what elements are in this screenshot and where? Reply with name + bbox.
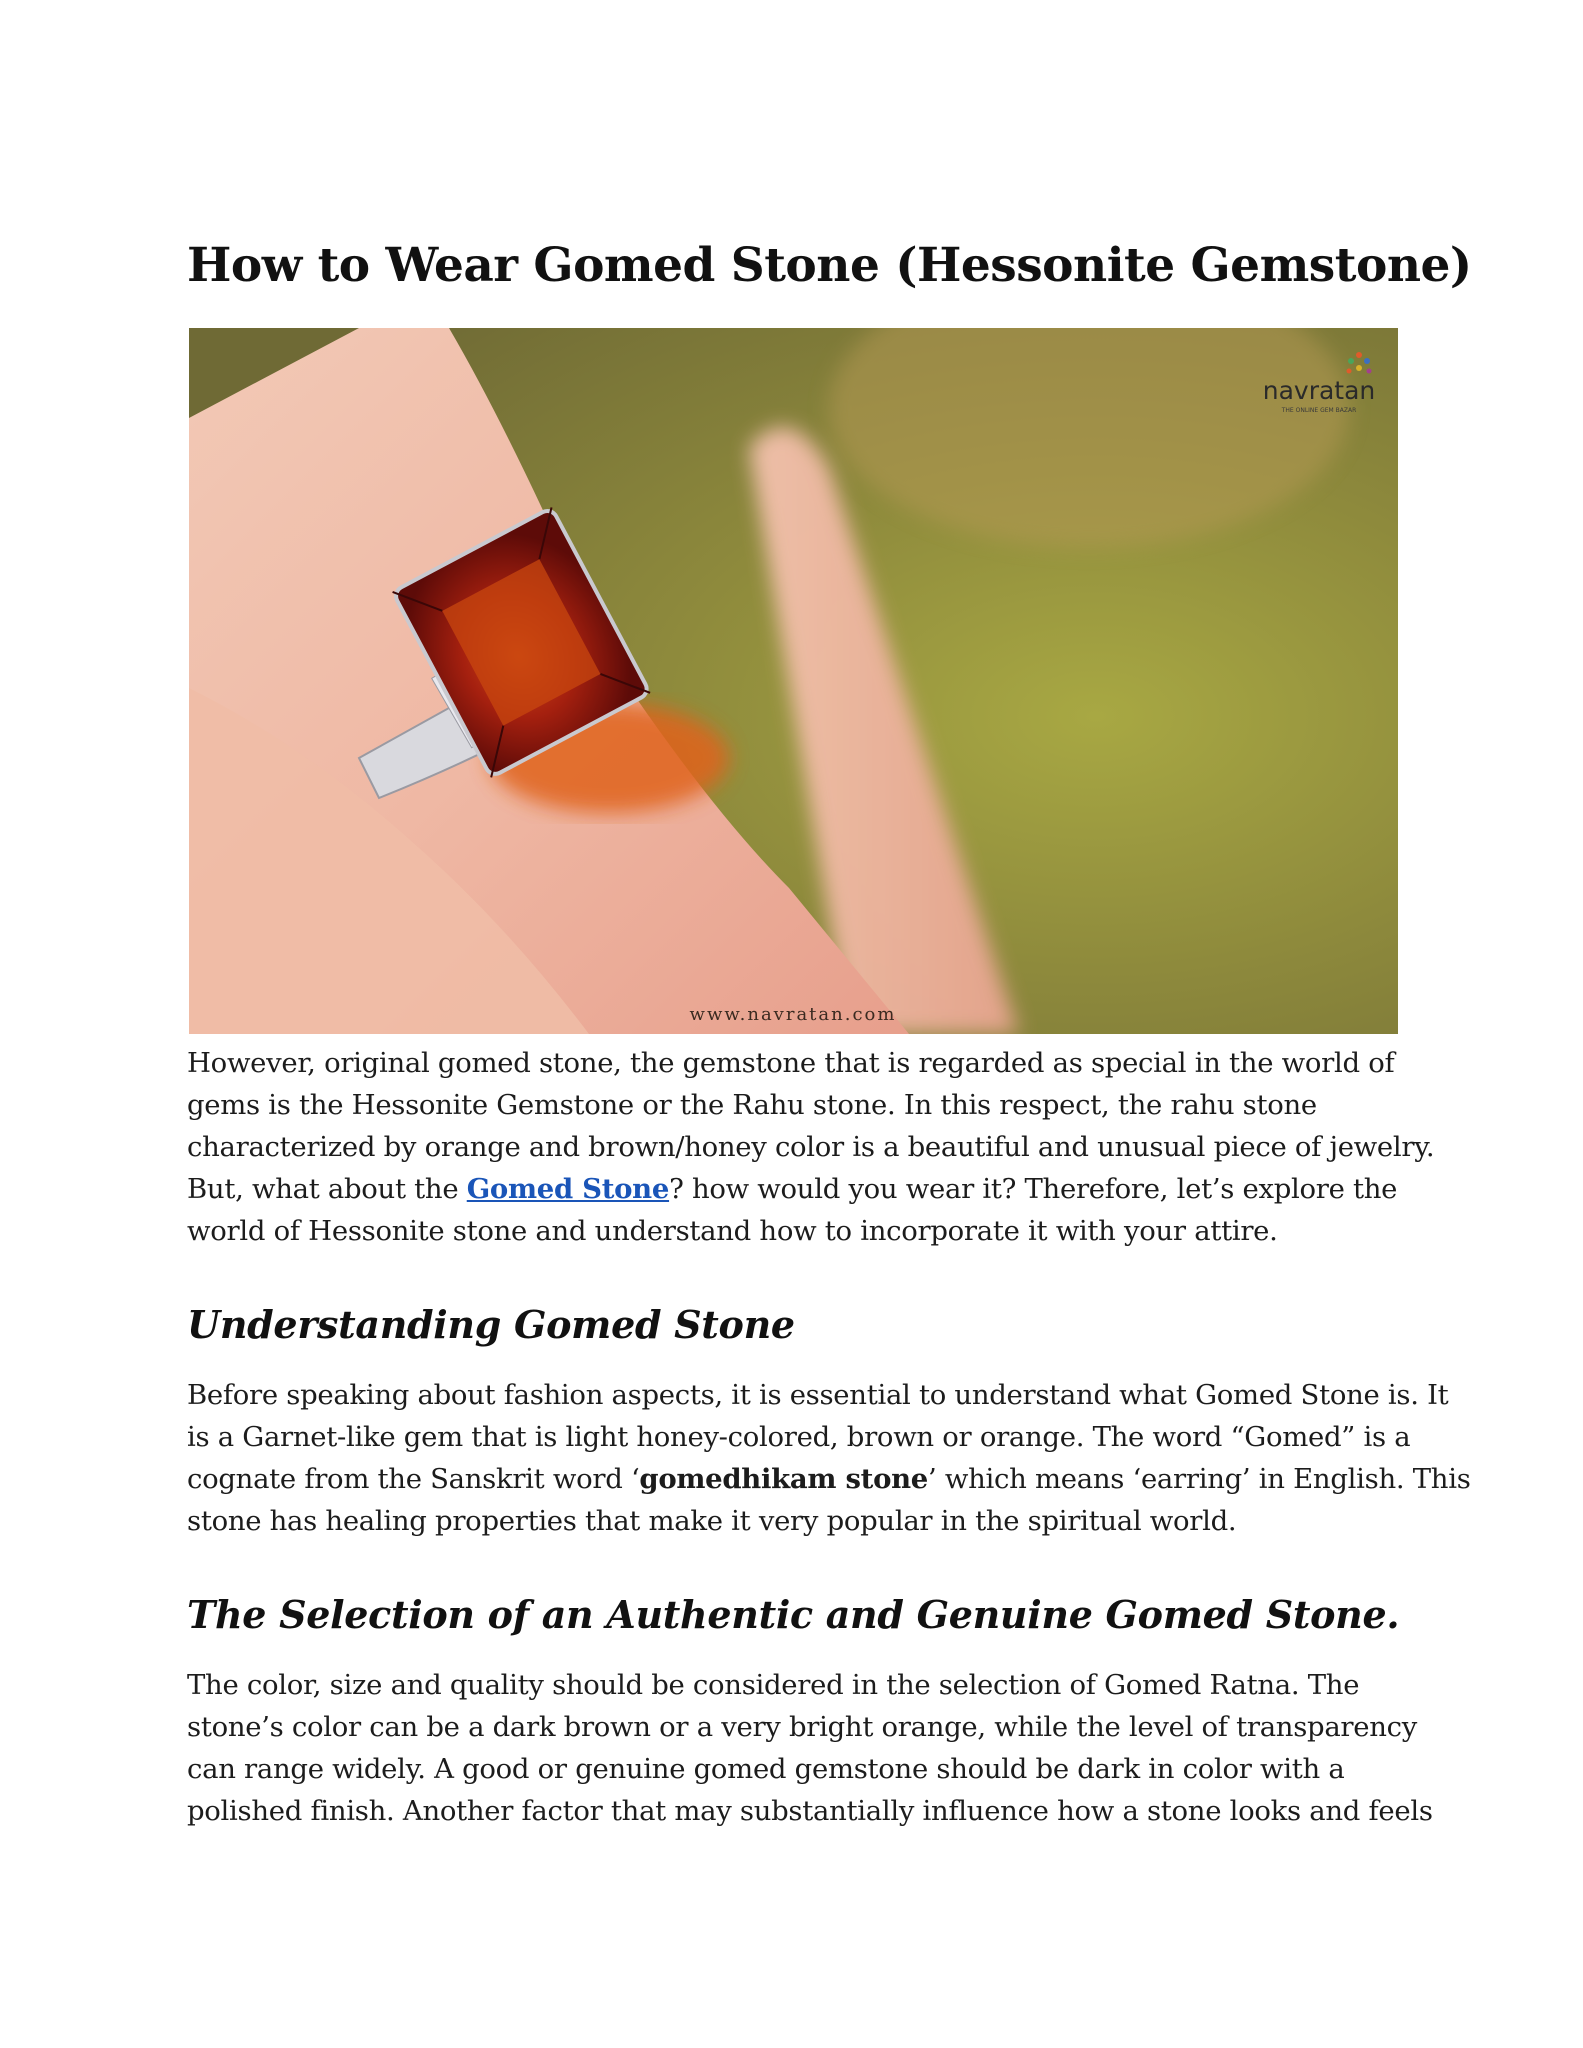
paragraph-line: can range widely. A good or genuine gomed gemstone should be dark in color with a: [187, 1753, 1345, 1785]
paragraph-text: ’ which means ‘earring’ in English. This: [928, 1463, 1471, 1495]
page-title: How to Wear Gomed Stone (Hessonite Gemstone): [187, 238, 1472, 293]
intro-paragraph: [187, 1042, 1435, 1252]
intro-line: [187, 1168, 1407, 1210]
section-heading-selection: The Selection of an Authentic and Genuine Gomed Stone.: [187, 1592, 1400, 1637]
intro-line: characterized by orange and brown/honey color is a beautiful and unusual piece of jewelry.: [187, 1131, 1435, 1163]
paragraph-line: Before speaking about fashion aspects, it is essential to understand what Gomed Stone is. It: [187, 1379, 1449, 1411]
watermark-text: www.navratan.com: [689, 1004, 897, 1025]
ring-photo: [189, 328, 1398, 1034]
paragraph-line: is a Garnet-like gem that is light honey-colored, brown or orange. The word “Gomed” is a: [187, 1421, 1411, 1453]
section-heading-understanding: Understanding Gomed Stone: [187, 1302, 795, 1347]
paragraph-line: [187, 1458, 1471, 1500]
bold-term: gomedhikam stone: [639, 1463, 929, 1495]
paragraph-line: stone has healing properties that make it very popular in the spiritual world.: [187, 1505, 1237, 1537]
intro-text: But, what about the: [187, 1173, 467, 1205]
intro-line: gems is the Hessonite Gemstone or the Rahu stone. In this respect, the rahu stone: [187, 1089, 1317, 1121]
brand-name: navratan: [1262, 376, 1376, 405]
hero-image: [189, 328, 1398, 1034]
selection-paragraph: [187, 1664, 1433, 1832]
intro-line: However, original gomed stone, the gemstone that is regarded as special in the world of: [187, 1047, 1395, 1079]
intro-text: ? how would you wear it? Therefore, let’s explore the: [669, 1173, 1398, 1205]
brand-tagline: THE ONLINE GEM BAZAR: [1281, 407, 1357, 414]
paragraph-text: cognate from the Sanskrit word ‘: [187, 1463, 640, 1495]
understanding-paragraph: [187, 1374, 1471, 1542]
paragraph-line: polished finish. Another factor that may substantially influence how a stone looks and feels: [187, 1795, 1433, 1827]
paragraph-line: The color, size and quality should be considered in the selection of Gomed Ratna. The: [187, 1669, 1360, 1701]
gomed-stone-link[interactable]: Gomed Stone: [466, 1173, 670, 1205]
paragraph-line: stone’s color can be a dark brown or a very bright orange, while the level of transparency: [187, 1711, 1417, 1743]
intro-line: world of Hessonite stone and understand how to incorporate it with your attire.: [187, 1215, 1278, 1247]
